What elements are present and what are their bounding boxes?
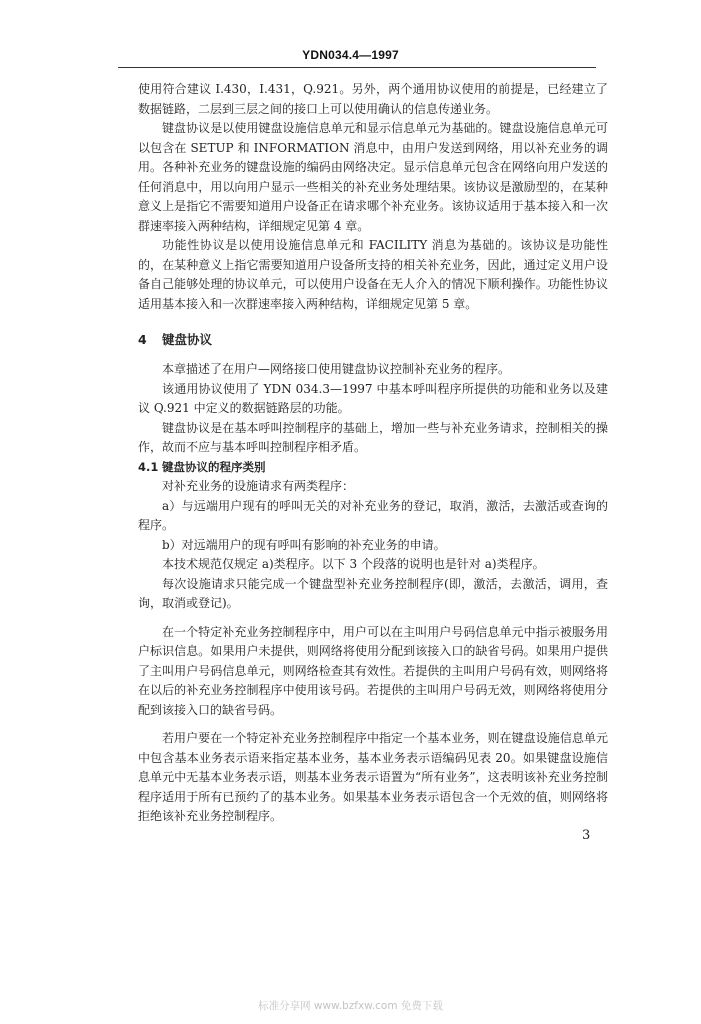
section-spacer (138, 314, 608, 329)
section-4-heading (138, 329, 608, 351)
body-text (138, 80, 608, 827)
section-spacer (138, 351, 608, 360)
paragraph-single-control: 每次设施请求只能完成一个键盘型补充业务控制程序(即，激活，去激活，调用，查询，取消或登记)。 (138, 576, 608, 610)
paragraph-section4-general: 该通用协议使用了 YDN 034.3—1997 中基本呼叫程序所提供的功能和业务以及建议 Q.921 中定义的数据链路层的功能。 (138, 381, 608, 415)
paragraph-continued: 使用符合建议 I.430，I.431，Q.921。另外，两个通用协议使用的前提是，已经建立了数据链路，二层到三层之间的接口上可以使用确认的信息传递业务。 (138, 82, 608, 116)
section-4-1-title: 键盘协议的程序类别 (162, 459, 266, 474)
paragraph-section4-scope: 本章描述了在用户—网络接口使用键盘协议控制补充业务的程序。 (162, 362, 511, 376)
paragraph-spacer (138, 614, 608, 623)
footer-watermark: 标准分享网 www.bzfxw.com 免费下载 (258, 1000, 443, 1012)
header-rule (118, 67, 596, 68)
section-4-1-heading (138, 458, 608, 478)
list-item-b: b）对远端用户的现有呼叫有影响的补充业务的申请。 (162, 537, 446, 552)
page-number: 3 (582, 828, 591, 843)
paragraph-section4-basis: 键盘协议是在基本呼叫控制程序的基础上，增加一些与补充业务请求，控制相关的操作，故而不应与基本呼叫控制程序相矛盾。 (138, 420, 608, 454)
paragraph-calling-number: 在一个特定补充业务控制程序中，用户可以在主叫用户号码信息单元中指示被服务用户标识信息。如果用户未提供，则网络将使用分配到该接入口的缺省号码。如果用户提供了主叫用户号码信息单元，则网络检查其有效性。若提供的主叫用户号码有效，则网络将在以后的补充业务控制程序中使用该号码。若提供的主叫用户号码无效，则网络将使用分配到该接入口的缺省号码。 (138, 624, 608, 717)
paragraph-functional-protocol: 功能性协议是以使用设施信息单元和 FACILITY 消息为基础的。该协议是功能性的，在某种意义上指它需要知道用户设备所支持的相关补充业务，因此，通过定义用户设备自己能够处理的协议单元，可以使用户设备在无人介入的情况下顺利操作。功能性协议适用基本接入和一次群速率接入两种结构，详细规定见第 5 章。 (138, 238, 608, 311)
list-item-a: a）与远端用户现有的呼叫无关的对补充业务的登记，取消，激活，去激活或查询的程序。 (138, 498, 608, 532)
standard-code-header: YDN034.4—1997 (302, 48, 399, 62)
paragraph-procedure-intro: 对补充业务的设施请求有两类程序： (162, 479, 355, 493)
section-4-number: 4 (138, 332, 147, 347)
section-4-1-number: 4.1 (138, 459, 159, 474)
paragraph-scope-a: 本技术规范仅规定 a)类程序。以下 3 个段落的说明也是针对 a)类程序。 (162, 557, 545, 571)
section-4-title: 键盘协议 (162, 332, 213, 347)
paragraph-spacer (138, 720, 608, 729)
paragraph-keypad-protocol: 键盘协议是以使用键盘设施信息单元和显示信息单元为基础的。键盘设施信息单元可以包含在 SETUP 和 INFORMATION 消息中，由用户发送到网络，用以补充业务的调用。各种补充业务的键盘设施的编码由网络决定。显示信息单元包含在网络向用户发送的任何消息中，用以向用户显示一些相关的补充业务处理结果。该协议是激励型的，在某种意义上是指它不需要知道用户设备正在请求哪个补充业务。该协议适用于基本接入和一次群速率接入两种结构，详细规定见第 4 章。 (138, 121, 608, 233)
paragraph-basic-service: 若用户要在一个特定补充业务控制程序中指定一个基本业务，则在键盘设施信息单元中包含基本业务表示语来指定基本业务，基本业务表示语编码见表 20。如果键盘设施信息单元中无基本业务表示语，则基本业务表示语置为“所有业务”，这表明该补充业务控制程序适用于所有已预约了的基本业务。如果基本业务表示语包含一个无效的值，则网络将拒绝该补充业务控制程序。 (138, 731, 608, 823)
